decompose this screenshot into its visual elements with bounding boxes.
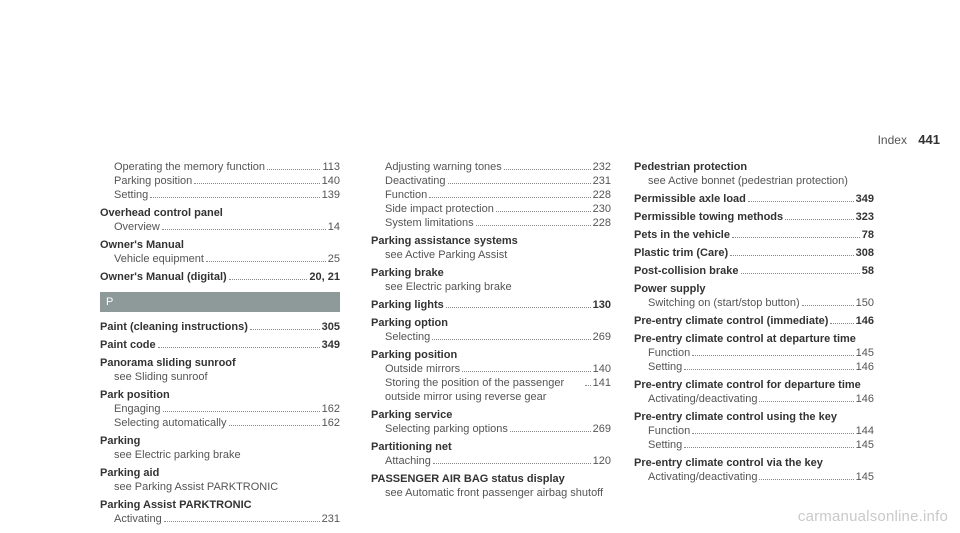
leader-dots xyxy=(158,347,320,348)
index-entry xyxy=(100,320,340,334)
index-entry xyxy=(100,338,340,352)
sub-entry-page: 146 xyxy=(855,393,874,405)
index-entry xyxy=(371,234,611,262)
index-entry xyxy=(100,466,340,494)
index-entry xyxy=(100,388,340,430)
index-entry xyxy=(371,298,611,312)
sub-entry-text: Activating/deactivating xyxy=(648,471,758,483)
entry-heading-text: Pets in the vehicle xyxy=(634,229,730,241)
sub-entry[interactable] xyxy=(100,252,340,266)
sub-entry-text: System limitations xyxy=(385,217,474,229)
sub-entry[interactable] xyxy=(371,422,611,436)
index-entry xyxy=(634,160,874,188)
page-number: 441 xyxy=(918,132,940,147)
entry-heading[interactable] xyxy=(100,270,340,284)
sub-entry-text: see Electric parking brake xyxy=(385,281,512,293)
index-entry xyxy=(100,206,340,234)
index-entry xyxy=(634,228,874,242)
sub-entry-text: Function xyxy=(385,189,428,201)
leader-dots xyxy=(785,219,854,220)
sub-entry-text: Switching on (start/stop button) xyxy=(648,297,800,309)
entry-heading-text: Paint (cleaning instructions) xyxy=(100,321,248,333)
sub-entry-page: 120 xyxy=(592,455,611,467)
leader-dots xyxy=(759,479,853,480)
entry-heading[interactable] xyxy=(100,338,340,352)
entry-page: 349 xyxy=(855,193,874,205)
sub-entry[interactable] xyxy=(100,512,340,526)
leader-dots xyxy=(446,307,591,308)
sub-entry-page: 231 xyxy=(321,513,340,525)
page-header xyxy=(878,132,940,147)
entry-heading[interactable] xyxy=(100,498,340,512)
leader-dots xyxy=(164,521,320,522)
sub-entry[interactable] xyxy=(371,280,611,294)
entry-page: 130 xyxy=(592,299,611,311)
leader-dots xyxy=(462,371,590,372)
leader-dots xyxy=(585,385,591,386)
entry-heading[interactable] xyxy=(634,314,874,328)
leader-dots xyxy=(448,183,591,184)
entry-heading-text: Owner's Manual xyxy=(100,239,184,251)
sub-entry[interactable] xyxy=(371,376,611,404)
sub-entry-page: 150 xyxy=(855,297,874,309)
leader-dots xyxy=(433,463,591,464)
entry-heading-text: Parking aid xyxy=(100,467,160,479)
entry-heading[interactable] xyxy=(100,320,340,334)
leader-dots xyxy=(692,433,853,434)
entry-heading[interactable] xyxy=(100,356,340,370)
index-column-1 xyxy=(100,160,340,530)
entry-heading[interactable] xyxy=(634,378,874,392)
sub-entry-text: Setting xyxy=(114,189,149,201)
sub-entry[interactable] xyxy=(634,438,874,452)
entry-heading[interactable] xyxy=(634,332,874,346)
entry-heading[interactable] xyxy=(371,440,611,454)
index-entry xyxy=(371,440,611,468)
entry-heading-text: Park position xyxy=(100,389,170,401)
sub-entry-page: 144 xyxy=(855,425,874,437)
index-column-2 xyxy=(371,160,611,504)
entry-heading[interactable] xyxy=(371,472,611,486)
index-entry xyxy=(100,160,340,202)
sub-entry-page: 269 xyxy=(592,423,611,435)
sub-entry-page: 145 xyxy=(855,471,874,483)
sub-entry[interactable] xyxy=(100,402,340,416)
sub-entry[interactable] xyxy=(100,370,340,384)
sub-entry-page: 162 xyxy=(321,417,340,429)
sub-entry-page: 140 xyxy=(592,363,611,375)
index-column-3 xyxy=(634,160,874,488)
entry-heading-text: Parking xyxy=(100,435,141,447)
sub-entry-text: Storing the position of the passenger outside mirror using reverse gear xyxy=(385,377,565,403)
leader-dots xyxy=(206,261,326,262)
entry-heading-text: Parking position xyxy=(371,349,458,361)
index-entry xyxy=(634,378,874,406)
sub-entry[interactable] xyxy=(634,174,874,188)
sub-entry-text: Attaching xyxy=(385,455,431,467)
sub-entry-text: Activating xyxy=(114,513,162,525)
entry-heading-text: Parking service xyxy=(371,409,453,421)
leader-dots xyxy=(748,201,854,202)
entry-heading-text: Panorama sliding sunroof xyxy=(100,357,236,369)
sub-entry[interactable] xyxy=(634,296,874,310)
leader-dots xyxy=(476,225,591,226)
entry-heading[interactable] xyxy=(634,246,874,260)
index-entry xyxy=(371,348,611,404)
leader-dots xyxy=(730,255,853,256)
sub-entry-text: see Automatic front passenger airbag shutoff xyxy=(385,487,604,499)
leader-dots xyxy=(267,169,320,170)
leader-dots xyxy=(510,431,591,432)
sub-entry[interactable] xyxy=(100,188,340,202)
sub-entry-text: Activating/deactivating xyxy=(648,393,758,405)
sub-entry-page: 141 xyxy=(592,377,611,389)
entry-heading-text: Pre-entry climate control (immediate) xyxy=(634,315,829,327)
sub-entry-text: Engaging xyxy=(114,403,161,415)
sub-entry[interactable] xyxy=(634,346,874,360)
watermark: carmanualsonline.info xyxy=(797,508,948,525)
sub-entry-page: 139 xyxy=(321,189,340,201)
sub-entry[interactable] xyxy=(371,454,611,468)
sub-entry-text: Overview xyxy=(114,221,160,233)
sub-entry-text: Selecting xyxy=(385,331,431,343)
leader-dots xyxy=(229,279,308,280)
leader-dots xyxy=(250,329,320,330)
index-entry xyxy=(634,282,874,310)
entry-heading[interactable] xyxy=(634,210,874,224)
index-entry xyxy=(634,314,874,328)
sub-entry-text: Side impact protection xyxy=(385,203,494,215)
sub-entry[interactable] xyxy=(634,392,874,406)
entry-heading[interactable] xyxy=(634,264,874,278)
sub-entry[interactable] xyxy=(100,448,340,462)
entry-heading[interactable] xyxy=(634,456,874,470)
leader-dots xyxy=(684,447,853,448)
sub-entry[interactable] xyxy=(371,362,611,376)
sub-entry-page: 140 xyxy=(321,175,340,187)
entry-page: 349 xyxy=(321,339,340,351)
sub-entry-page: 228 xyxy=(592,189,611,201)
entry-heading[interactable] xyxy=(100,466,340,480)
sub-entry-page: 228 xyxy=(592,217,611,229)
sub-entry-text: see Electric parking brake xyxy=(114,449,241,461)
leader-dots xyxy=(830,323,853,324)
entry-heading[interactable] xyxy=(371,234,611,248)
index-entry xyxy=(371,160,611,230)
sub-entry[interactable] xyxy=(371,248,611,262)
entry-heading[interactable] xyxy=(371,316,611,330)
index-entry xyxy=(634,456,874,484)
leader-dots xyxy=(229,425,320,426)
sub-entry[interactable] xyxy=(371,330,611,344)
entry-heading-text: Parking assistance systems xyxy=(371,235,518,247)
sub-entry-text: Setting xyxy=(648,361,683,373)
entry-heading-text: Post-collision brake xyxy=(634,265,739,277)
sub-entry[interactable] xyxy=(371,486,611,500)
leader-dots xyxy=(150,197,319,198)
leader-dots xyxy=(496,211,591,212)
sub-entry[interactable] xyxy=(100,416,340,430)
sub-entry[interactable] xyxy=(100,160,340,174)
entry-heading-text: Overhead control panel xyxy=(100,207,223,219)
sub-entry-text: Operating the memory function xyxy=(114,161,266,173)
index-entry xyxy=(371,266,611,294)
sub-entry-page: 232 xyxy=(592,161,611,173)
entry-heading[interactable] xyxy=(371,266,611,280)
sub-entry-text: Parking position xyxy=(114,175,193,187)
entry-heading-text: Pre-entry climate control via the key xyxy=(634,457,823,469)
entry-page: 323 xyxy=(855,211,874,223)
leader-dots xyxy=(429,197,590,198)
entry-heading[interactable] xyxy=(371,298,611,312)
index-entry xyxy=(100,434,340,462)
sub-entry[interactable] xyxy=(371,188,611,202)
sub-entry[interactable] xyxy=(100,220,340,234)
entry-heading-text: Paint code xyxy=(100,339,156,351)
leader-dots xyxy=(802,305,854,306)
sub-entry-text: Setting xyxy=(648,439,683,451)
entry-heading[interactable] xyxy=(634,160,874,174)
section-header: P xyxy=(100,292,340,312)
sub-entry-text: Selecting parking options xyxy=(385,423,508,435)
index-entry xyxy=(100,238,340,266)
sub-entry[interactable] xyxy=(634,360,874,374)
sub-entry-text: see Sliding sunroof xyxy=(114,371,208,383)
index-entry xyxy=(634,264,874,278)
sub-entry-text: see Active Parking Assist xyxy=(385,249,508,261)
sub-entry-text: Function xyxy=(648,347,691,359)
leader-dots xyxy=(684,369,853,370)
sub-entry-text: see Parking Assist PARKTRONIC xyxy=(114,481,279,493)
entry-page: 20, 21 xyxy=(309,271,340,283)
sub-entry-text: Selecting automatically xyxy=(114,417,227,429)
entry-heading-text: PASSENGER AIR BAG status display xyxy=(371,473,565,485)
entry-heading[interactable] xyxy=(371,348,611,362)
sub-entry-page: 145 xyxy=(855,439,874,451)
sub-entry[interactable] xyxy=(100,174,340,188)
sub-entry[interactable] xyxy=(634,424,874,438)
entry-page: 305 xyxy=(321,321,340,333)
entry-heading-text: Pre-entry climate control at departure time xyxy=(634,333,856,345)
sub-entry-page: 14 xyxy=(327,221,340,233)
entry-heading-text: Parking brake xyxy=(371,267,444,279)
sub-entry-text: Deactivating xyxy=(385,175,446,187)
entry-heading-text: Power supply xyxy=(634,283,706,295)
entry-heading-text: Parking option xyxy=(371,317,448,329)
entry-heading-text: Owner's Manual (digital) xyxy=(100,271,227,283)
entry-heading-text: Pre-entry climate control for departure time xyxy=(634,379,861,391)
index-entry xyxy=(634,210,874,224)
sub-entry[interactable] xyxy=(100,480,340,494)
entry-heading[interactable] xyxy=(100,206,340,220)
leader-dots xyxy=(759,401,853,402)
sub-entry-text: Adjusting warning tones xyxy=(385,161,502,173)
sub-entry-text: Vehicle equipment xyxy=(114,253,204,265)
sub-entry-text: see Active bonnet (pedestrian protection) xyxy=(648,175,848,187)
sub-entry[interactable] xyxy=(371,216,611,230)
leader-dots xyxy=(504,169,591,170)
index-entry xyxy=(100,498,340,526)
sub-entry-page: 162 xyxy=(321,403,340,415)
index-entry xyxy=(371,472,611,500)
entry-heading[interactable] xyxy=(634,410,874,424)
sub-entry[interactable] xyxy=(371,160,611,174)
index-entry xyxy=(634,192,874,206)
entry-page: 146 xyxy=(855,315,874,327)
sub-entry[interactable] xyxy=(371,174,611,188)
entry-heading[interactable] xyxy=(371,408,611,422)
entry-heading[interactable] xyxy=(100,238,340,252)
sub-entry-text: Outside mirrors xyxy=(385,363,461,375)
entry-heading[interactable] xyxy=(634,282,874,296)
entry-heading[interactable] xyxy=(634,192,874,206)
index-entry xyxy=(100,356,340,384)
entry-heading-text: Pre-entry climate control using the key xyxy=(634,411,837,423)
entry-heading[interactable] xyxy=(100,388,340,402)
index-entry xyxy=(371,316,611,344)
sub-entry-page: 25 xyxy=(327,253,340,265)
sub-entry-page: 113 xyxy=(322,161,340,173)
sub-entry[interactable] xyxy=(634,470,874,484)
entry-heading-text: Parking lights xyxy=(371,299,444,311)
header-label: Index xyxy=(877,133,907,147)
leader-dots xyxy=(163,411,320,412)
leader-dots xyxy=(432,339,590,340)
sub-entry[interactable] xyxy=(371,202,611,216)
leader-dots xyxy=(194,183,319,184)
leader-dots xyxy=(692,355,853,356)
index-entry xyxy=(371,408,611,436)
entry-heading-text: Partitioning net xyxy=(371,441,452,453)
entry-page: 308 xyxy=(855,247,874,259)
sub-entry-page: 145 xyxy=(855,347,874,359)
index-entry xyxy=(634,410,874,452)
index-entry xyxy=(634,246,874,260)
sub-entry-page: 269 xyxy=(592,331,611,343)
sub-entry-page: 230 xyxy=(592,203,611,215)
entry-heading-text: Parking Assist PARKTRONIC xyxy=(100,499,252,511)
entry-page: 58 xyxy=(861,265,874,277)
index-entry xyxy=(634,332,874,374)
sub-entry-text: Function xyxy=(648,425,691,437)
sub-entry-page: 146 xyxy=(855,361,874,373)
leader-dots xyxy=(162,229,326,230)
sub-entry-page: 231 xyxy=(592,175,611,187)
leader-dots xyxy=(732,237,860,238)
index-entry xyxy=(100,270,340,284)
entry-heading-text: Permissible towing methods xyxy=(634,211,784,223)
entry-heading-text: Permissible axle load xyxy=(634,193,746,205)
entry-heading[interactable] xyxy=(634,228,874,242)
entry-heading-text: Pedestrian protection xyxy=(634,161,748,173)
leader-dots xyxy=(741,273,860,274)
entry-heading[interactable] xyxy=(100,434,340,448)
entry-page: 78 xyxy=(861,229,874,241)
entry-heading-text: Plastic trim (Care) xyxy=(634,247,729,259)
